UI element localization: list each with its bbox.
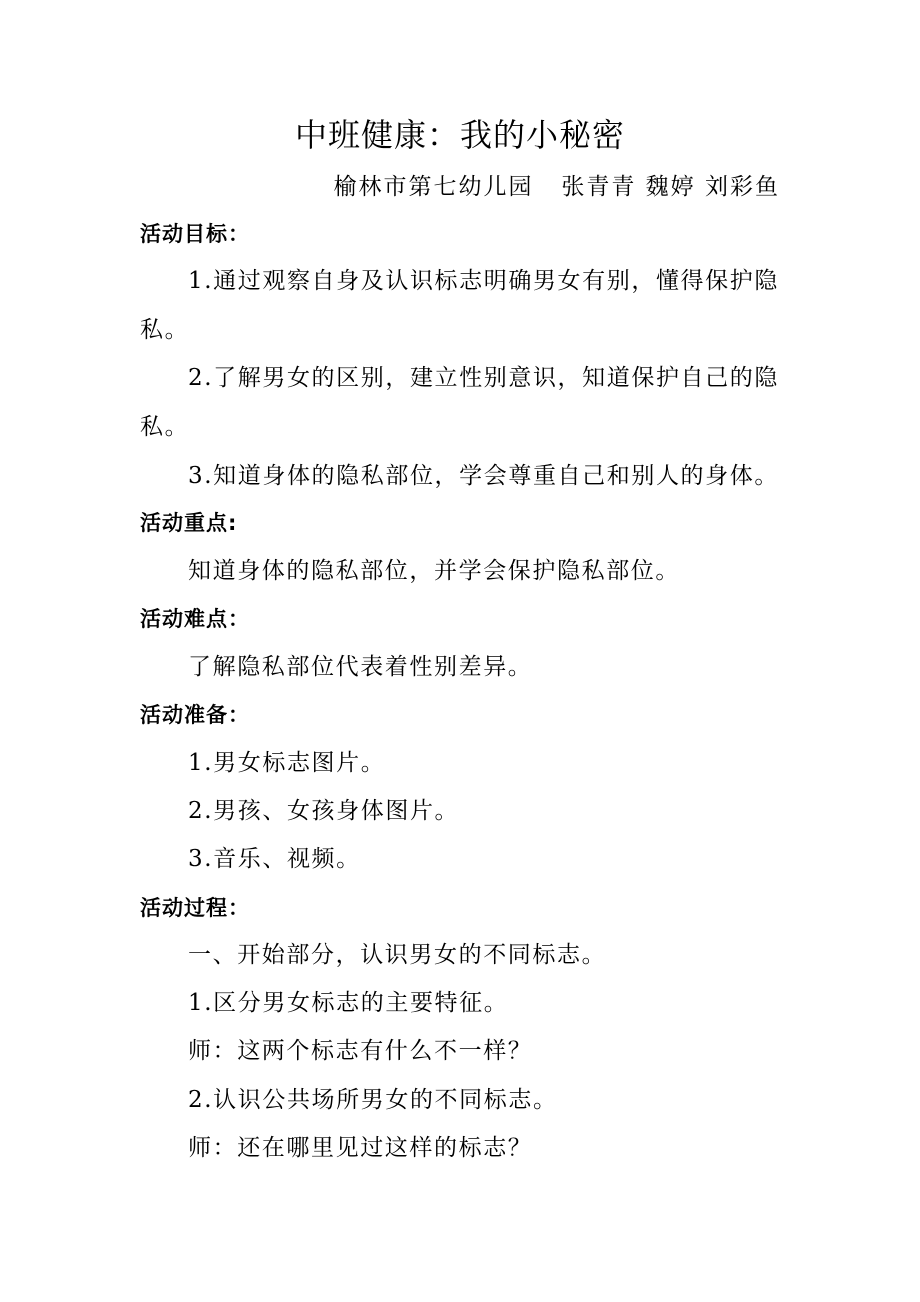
key-point-text: 知道身体的隐私部位，并学会保护隐私部位。 — [188, 558, 680, 584]
document-title: 中班健康：我的小秘密 — [294, 116, 625, 154]
process-line-5: 师：还在哪里见过这样的标志？ — [188, 1135, 533, 1161]
goal-item-1-line1: 1.通过观察自身及认识标志明确男女有别，懂得保护隐 — [188, 268, 779, 294]
process-line-2: 1.区分男女标志的主要特征。 — [188, 990, 509, 1016]
goal-item-2-line2: 私。 — [140, 414, 190, 440]
process-line-3: 师：这两个标志有什么不一样？ — [188, 1038, 533, 1064]
author-line: 榆林市第七幼儿园 张青青 魏婷 刘彩鱼 — [333, 174, 780, 200]
goal-item-3: 3.知道身体的隐私部位，学会尊重自己和别人的身体。 — [188, 463, 779, 489]
difficulty-text: 了解隐私部位代表着性别差异。 — [188, 654, 533, 680]
key-point-heading: 活动重点: — [140, 511, 238, 535]
preparation-item-2: 2.男孩、女孩身体图片。 — [188, 798, 460, 824]
process-line-1: 一、开始部分，认识男女的不同标志。 — [188, 942, 607, 968]
goals-heading: 活动目标： — [140, 222, 250, 246]
process-heading: 活动过程： — [140, 896, 250, 920]
preparation-item-1: 1.男女标志图片。 — [188, 750, 386, 776]
preparation-item-3: 3.音乐、视频。 — [188, 846, 361, 872]
goal-item-1-line2: 私。 — [140, 317, 190, 343]
process-line-4: 2.认识公共场所男女的不同标志。 — [188, 1087, 558, 1113]
difficulty-heading: 活动难点： — [140, 607, 250, 631]
goal-item-2-line1: 2.了解男女的区别，建立性别意识，知道保护自己的隐 — [188, 365, 779, 391]
preparation-heading: 活动准备： — [140, 703, 250, 727]
